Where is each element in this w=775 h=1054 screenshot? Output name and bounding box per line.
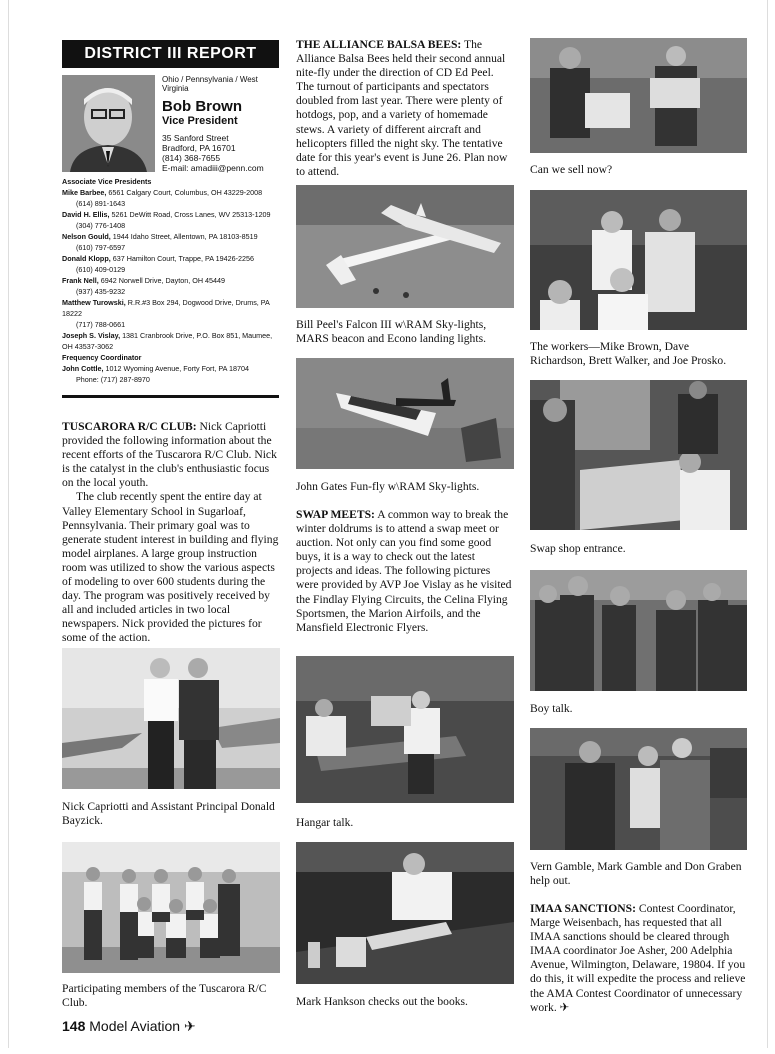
tuscarora-article [62,420,280,646]
photo-workers [530,190,747,330]
photo-swap-entrance [530,380,747,530]
photo-boy-talk [530,570,747,691]
photo-capriotti [62,648,280,789]
photo-can-we-sell [530,38,747,153]
caption-workers: The workers—Mike Brown, Dave Richardson, Brett Walker, and Joe Prosko. [530,340,727,367]
swap-article [296,508,514,635]
vp-name: Bob Brown [162,98,242,115]
caption-capriotti: Nick Capriotti and Assistant Principal Donald Bayzick. [62,800,275,827]
imaa-heading: IMAA SANCTIONS: [530,902,636,915]
associate-entry: Nelson Gould, 1944 Idaho Street, Allentown, PA 18103-8519 [62,232,258,241]
caption-gamble: Vern Gamble, Mark Gamble and Don Graben help out. [530,860,742,887]
magazine-name: Model Aviation [89,1018,181,1034]
tuscarora-paragraph-1: TUSCARORA R/C CLUB: Nick Capriotti provided the following information about the recent efforts of the Tuscarora R/C Club. Nick is the catalyst in the club's enthusiastic focus on the local youth. [62,420,277,490]
vp-email: E-mail: amadiii@penn.com [162,163,264,173]
frequency-entry: John Cottle, 1012 Wyoming Avenue, Forty Fort, PA 18704 [62,364,250,373]
photo-gamble [530,728,747,850]
swap-heading: SWAP MEETS: [296,508,375,521]
alliance-body: The Alliance Balsa Bees held their second annual nite-fly under the direction of CD Ed Peel. The turnout of participants and spectators doubled from last year. There were plenty of hotdogs, pop, and a variety of homemade stews. A variety of different aircraft and helicopters filled the night sky. The tentative date for this year's event is June 26. Plan now to attend. [296,38,508,178]
vp-address2: Bradford, PA 16701 [162,143,236,153]
alliance-heading: THE ALLIANCE BALSA BEES: [296,38,462,51]
photo-falcon [296,185,514,308]
caption-hangar-talk: Hangar talk. [296,816,354,829]
page-number: 148 [62,1018,86,1034]
associate-phone: (937) 435-9232 [76,287,126,296]
associate-phone: (610) 409-0129 [76,265,126,274]
airplane-mark-icon: ✈ [183,1018,196,1034]
vp-portrait [62,75,155,172]
associate-entry: Matthew Turowski, R.R.#3 Box 294, Dogwood Drive, Drums, PA 18222 [62,298,270,318]
caption-hankson: Mark Hankson checks out the books. [296,995,468,1008]
tuscarora-heading: TUSCARORA R/C CLUB: [62,420,197,433]
caption-funfly: John Gates Fun-fly w\RAM Sky-lights. [296,480,480,493]
associate-entry: Donald Klopp, 637 Hamilton Court, Trappe, PA 19426-2256 [62,254,255,263]
vp-phone: (814) 368-7655 [162,153,221,163]
frequency-phone: Phone: (717) 287-8970 [76,375,150,384]
vp-address1: 35 Sanford Street [162,133,229,143]
associate-entry: Frank Nell, 6942 Norwell Drive, Dayton, OH 45449 [62,276,225,285]
end-mark-icon: ✈ [559,1000,570,1014]
photo-hankson [296,842,514,984]
photo-funfly [296,358,514,469]
swap-body: A common way to break the winter doldrums is to attend a swap meet or auction. Not only can you find some good buys, it is a way to check out the latest projects and ideas. The following pictures were provided by AVP Joe Vislay as he visited the Findlay Flying Circuits, the Celina Flying Sportsmen, the Marion Airfoils, and the Mansfield Electronic Flyers. [296,508,512,634]
associate-list [62,176,280,385]
imaa-article [530,902,747,1015]
frequency-heading: Frequency Coordinator [62,353,142,362]
photo-club-members [62,842,280,973]
caption-can-we-sell: Can we sell now? [530,163,613,176]
associate-phone: (614) 891-1643 [76,199,126,208]
divider-rule [62,395,279,398]
vp-title: Vice President [162,115,238,127]
caption-falcon: Bill Peel's Falcon III w\RAM Sky-lights, MARS beacon and Econo landing lights. [296,318,487,345]
imaa-body: Contest Coordinator, Marge Weisenbach, has requested that all IMAA sanctions should be cleared through IMAA coordinator Joe Asher, 200 Adelphia Avenue, Wilmington, Delaware, 19804. If you do this, it will expedite the process and relieve the AMA Contest Coordinator of unnecessary work. [530,902,746,1014]
associate-phone: (717) 788-0661 [76,320,126,329]
associates-heading: Associate Vice Presidents [62,177,152,186]
associate-entry: David H. Ellis, 5261 DeWitt Road, Cross Lanes, WV 25313-1209 [62,210,271,219]
photo-hangar-talk [296,656,514,803]
alliance-article [296,38,514,179]
section-banner: DISTRICT III REPORT [62,40,279,68]
associate-entry: Mike Barbee, 6561 Calgary Court, Columbus, OH 43229-2008 [62,188,263,197]
page-footer [62,1018,196,1035]
associate-phone: (610) 797-6597 [76,243,126,252]
caption-club-members: Participating members of the Tuscarora R/C Club. [62,982,267,1009]
associate-phone: (304) 776-1408 [76,221,126,230]
caption-boy-talk: Boy talk. [530,702,573,715]
vp-region: Ohio / Pennsylvania / West Virginia [162,75,258,93]
caption-swap-entrance: Swap shop entrance. [530,542,626,555]
associate-entry: Joseph S. Vislay, 1381 Cranbrook Drive, P.O. Box 851, Maumee, OH 43537-3062 [62,331,273,351]
tuscarora-paragraph-2: The club recently spent the entire day at Valley Elementary School in Sugarloaf, Pennsylvania. Their primary goal was to generate student interest in building and flying model airplanes. A large group instruction room was utilized to show the various aspects of modeling to over 600 students during the day. The program was positively received by all and included articles in two local newspapers. Nick provided the pictures for some of the action. [62,490,279,645]
